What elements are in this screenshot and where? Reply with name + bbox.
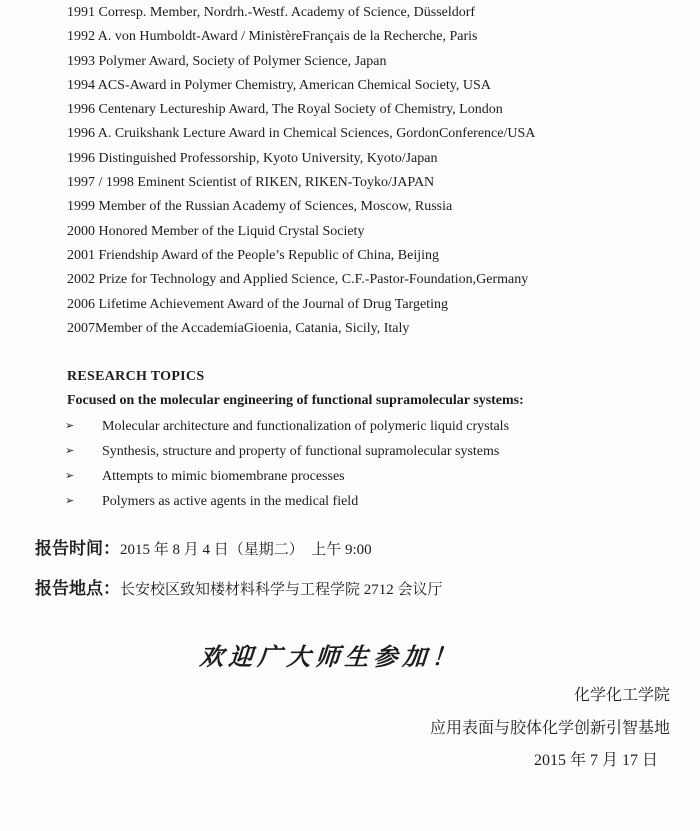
award-item: 1992 A. von Humboldt-Award / MinistèreFrançais de la Recherche, Paris (67, 29, 478, 45)
research-topic: Attempts to mimic biomembrane processes (102, 469, 345, 485)
arrow-bullet-icon: ➢ (65, 494, 75, 508)
award-item: 1991 Corresp. Member, Nordrh.-Westf. Academy of Science, Düsseldorf (67, 5, 476, 20)
research-topic-row (67, 489, 690, 514)
lecture-time-line (35, 530, 690, 570)
research-topic: Polymers as active agents in the medical field (102, 494, 359, 510)
research-topic: Synthesis, structure and property of functional supramolecular systems (102, 443, 500, 459)
award-item: 2000 Honored Member of the Liquid Crystal Society (67, 223, 365, 239)
arrow-bullet-icon: ➢ (65, 443, 75, 457)
award-item: 1994 ACS-Award in Polymer Chemistry, American Chemical Society, USA (67, 77, 491, 93)
award-item: 1996 Centenary Lectureship Award, The Royal Society of Chemistry, London (67, 102, 503, 118)
lecture-place-value: 长安校区致知楼材料科学与工程学院 2712 会议厅 (120, 581, 443, 598)
award-item: 1997 / 1998 Eminent Scientist of RIKEN, RIKEN-Toyko/JAPAN (67, 175, 435, 191)
award-item: 1993 Polymer Award, Society of Polymer Science, Japan (67, 53, 387, 69)
lecture-info (35, 530, 690, 609)
lecture-place-line (35, 570, 690, 610)
award-item: 1996 A. Cruikshank Lecture Award in Chemical Sciences, GordonConference/USA (67, 126, 536, 142)
award-item: 2006 Lifetime Achievement Award of the Journal of Drug Targeting (67, 296, 448, 312)
signature-institute-base: 应用表面与胶体化学创新引智基地 (429, 719, 670, 737)
signature-date: 2015 年 7 月 17 日 (533, 752, 658, 769)
awards-list (67, 0, 690, 341)
arrow-bullet-icon: ➢ (65, 418, 75, 432)
research-topics-heading: RESEARCH TOPICS (67, 369, 205, 384)
welcome-calligraphy-line: 欢迎广大师生参加！ (198, 645, 462, 671)
lecture-time-value: 2015 年 8 月 4 日（星期二） 上午 9:00 (120, 542, 372, 558)
research-section (67, 365, 690, 515)
research-topic: Molecular architecture and functionalization of polymeric liquid crystals (102, 418, 510, 434)
award-item: 1999 Member of the Russian Academy of Sciences, Moscow, Russia (67, 199, 453, 215)
arrow-bullet-icon: ➢ (65, 469, 75, 483)
research-focus-subheading: Focused on the molecular engineering of functional supramolecular systems: (67, 393, 524, 409)
signature-department: 化学化工学院 (573, 687, 670, 704)
award-item: 2002 Prize for Technology and Applied Science, C.F.-Pastor-Foundation,Germany (67, 272, 529, 288)
award-item: 2007Member of the AccademiaGioenia, Catania, Sicily, Italy (67, 320, 410, 336)
lecture-time-label: 报告时间： (35, 539, 120, 558)
research-topic-row (67, 414, 690, 439)
award-item: 2001 Friendship Award of the People’s Republic of China, Beijing (67, 247, 440, 263)
research-topic-row (67, 464, 690, 489)
research-topic-row (67, 439, 690, 464)
signature-block (100, 680, 670, 778)
award-item: 1996 Distinguished Professorship, Kyoto University, Kyoto/Japan (67, 150, 438, 166)
lecture-place-label: 报告地点： (35, 578, 120, 598)
